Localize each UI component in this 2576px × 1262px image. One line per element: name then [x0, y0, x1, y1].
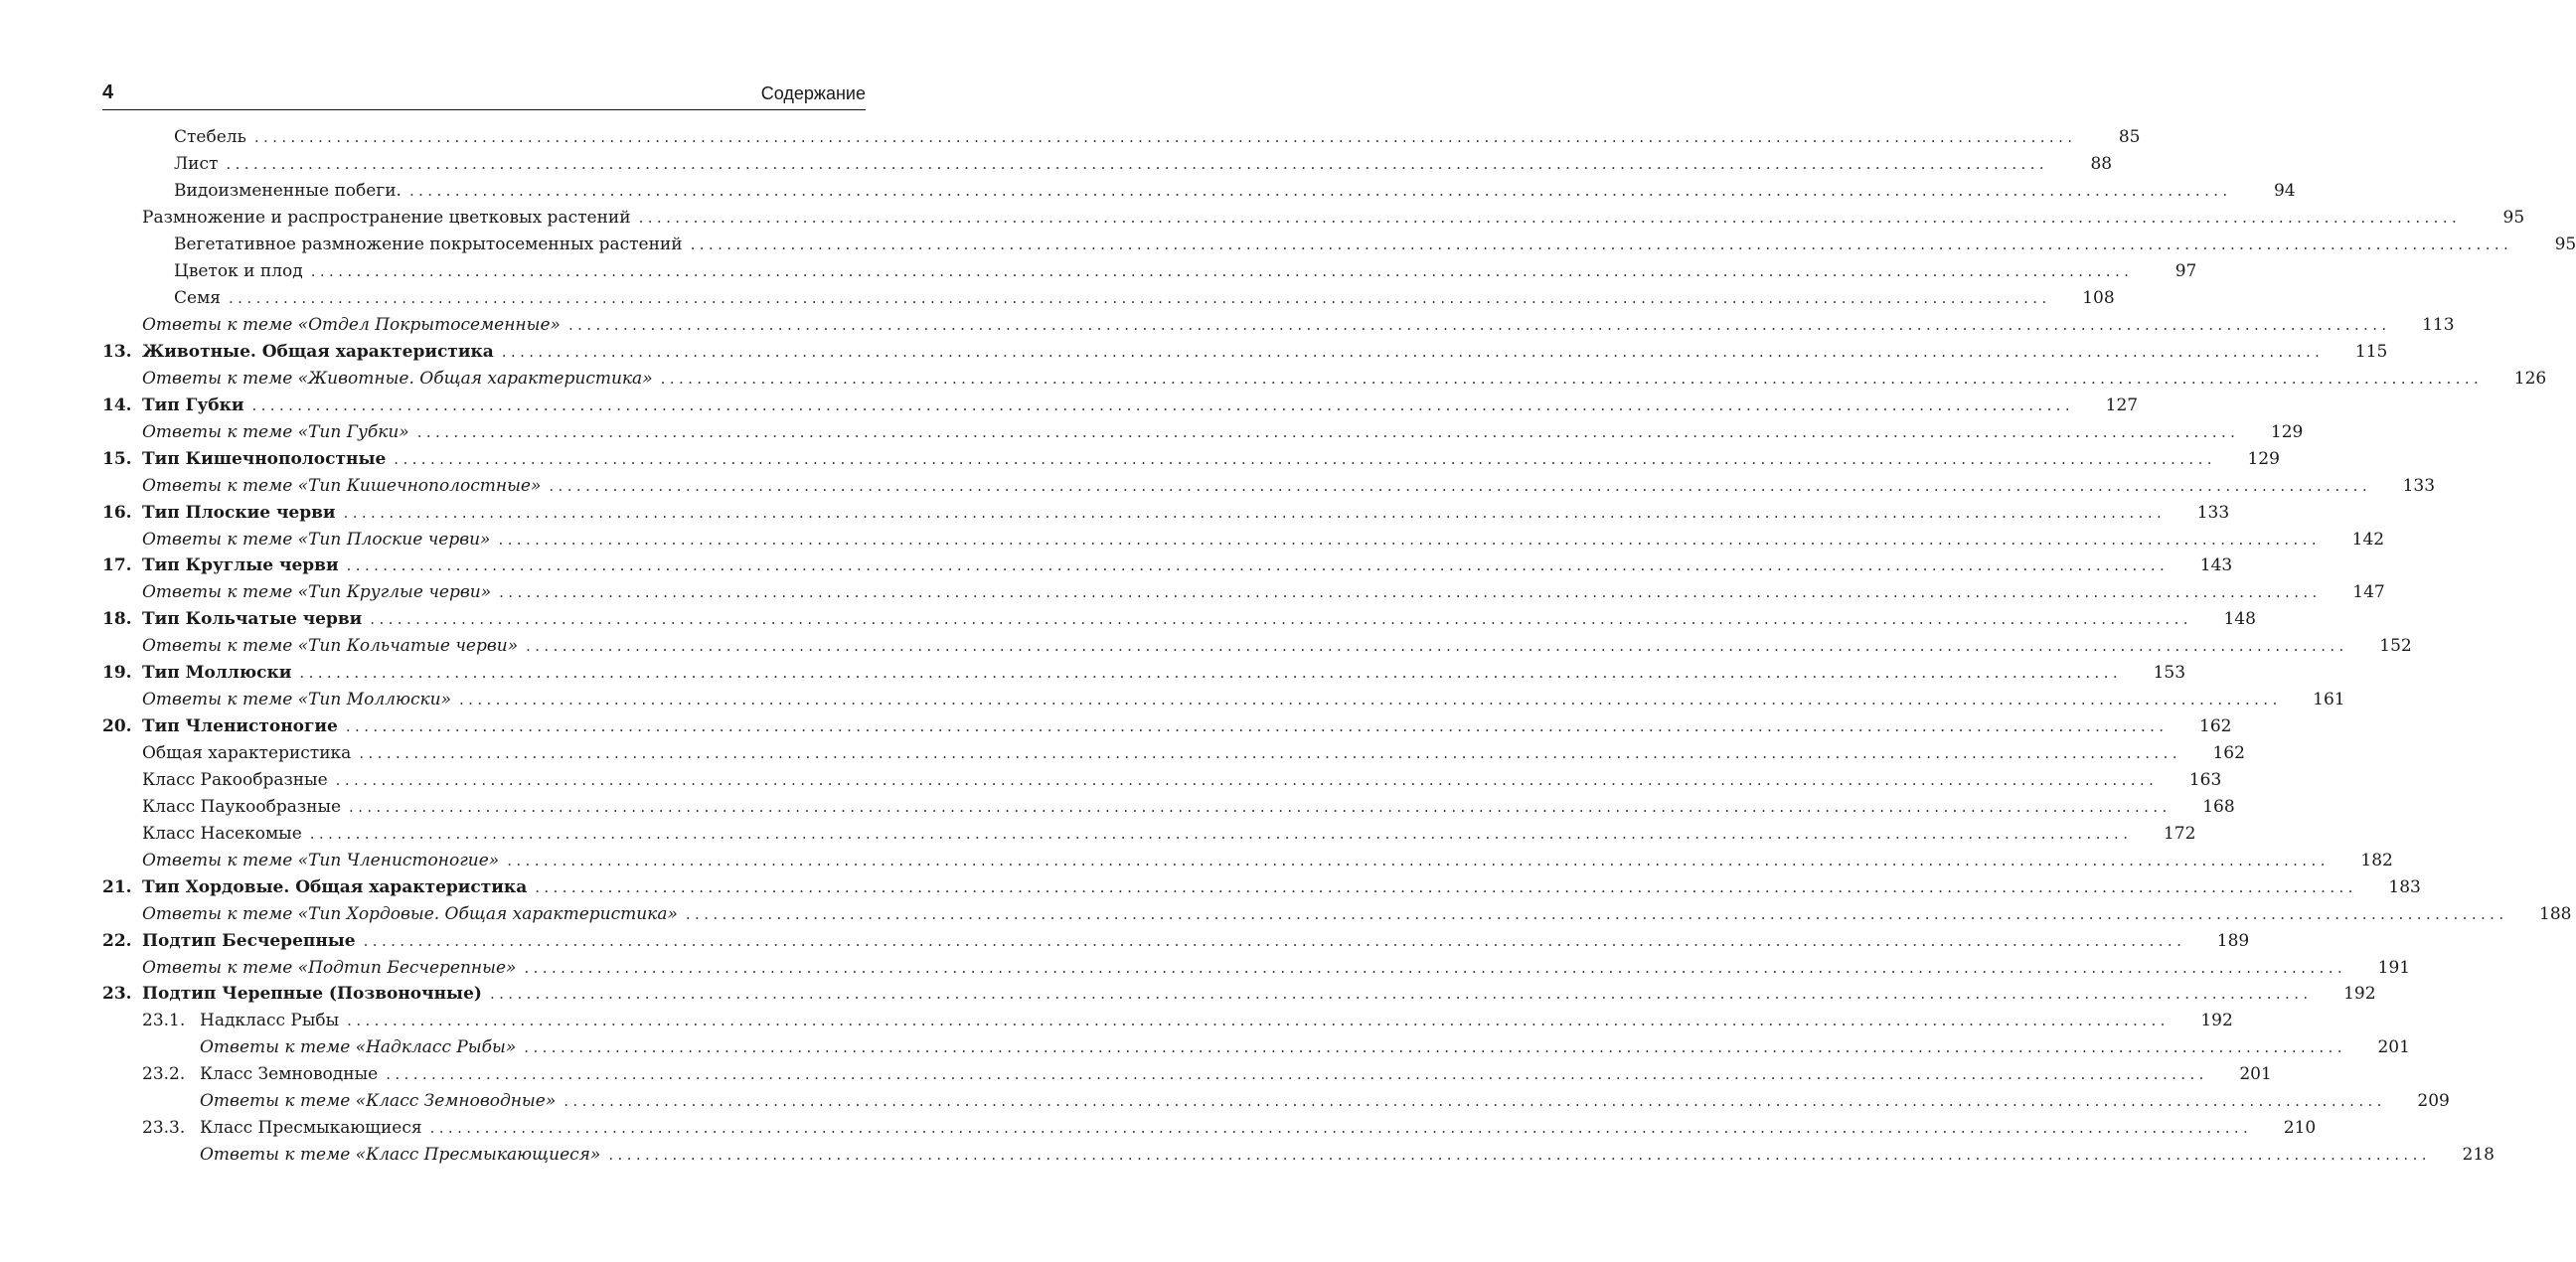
toc-entry-page: 133 [2402, 475, 2436, 496]
toc-entry [102, 178, 2296, 205]
toc-entry-page: 168 [2202, 796, 2235, 817]
toc-entry [102, 981, 2376, 1008]
toc-entry-page: 133 [2196, 502, 2230, 523]
toc-entry-page: 188 [2539, 903, 2572, 924]
toc-entry-page: 183 [2388, 876, 2421, 897]
dot-leader: ........................................................................................................................................................................................................ [253, 128, 2077, 147]
dot-leader: ........................................................................................................................................................................................................ [524, 958, 2347, 977]
dot-leader: ........................................................................................................................................................................................................ [310, 262, 2134, 281]
toc-entry-page: 201 [2377, 1037, 2410, 1058]
toc-entry-title: Ответы к теме «Тип Плоские черви» [142, 529, 491, 550]
toc-entry-number: 17. [102, 555, 132, 576]
dot-leader: ........................................................................................................................................................................................................ [346, 556, 2170, 575]
toc-entry-title: Подтип Бесчерепные [142, 930, 356, 951]
toc-entry-page: 95 [2554, 235, 2576, 255]
toc-entry [102, 445, 2280, 472]
toc-entry [102, 285, 2115, 312]
toc-entry [102, 499, 2230, 526]
toc-entry-page: 153 [2153, 663, 2186, 684]
toc-entry-title: Класс Паукообразные [142, 796, 342, 817]
toc-entry-title: Класс Насекомые [142, 823, 302, 844]
toc-entry [102, 740, 2245, 767]
toc-entry [102, 954, 2411, 981]
dot-leader: ........................................................................................................................................................................................................ [567, 316, 2391, 335]
toc-entry-title: Класс Пресмыкающиеся [200, 1118, 422, 1139]
toc-entry-page: 88 [2090, 154, 2113, 175]
dot-leader: ........................................................................................................................................................................................................ [608, 1146, 2431, 1165]
dot-leader: ........................................................................................................................................................................................................ [638, 209, 2462, 228]
toc-entry-number: 18. [102, 609, 132, 630]
dot-leader: ........................................................................................................................................................................................................ [660, 369, 2484, 388]
toc-entry-title: Класс Земноводные [200, 1064, 379, 1085]
toc-entry [102, 713, 2232, 740]
toc-entry-title: Ответы к теме «Тип Кишечнополостные» [142, 475, 542, 496]
toc-entry-page: 201 [2239, 1064, 2272, 1085]
toc-entry-title: Тип Плоские черви [142, 502, 336, 523]
toc-entry [102, 339, 2388, 366]
dot-leader: ........................................................................................................................................................................................................ [416, 422, 2240, 441]
toc-entry-title: Подтип Черепные (Позвоночные) [142, 984, 482, 1005]
toc-entry-title: Ответы к теме «Тип Членистоногие» [142, 850, 500, 870]
toc-entry [102, 258, 2197, 285]
toc-entry-page: 152 [2379, 636, 2412, 657]
page-header [102, 78, 866, 110]
table-of-contents [102, 124, 2576, 1169]
toc-entry-title: Тип Хордовые. Общая характеристика [142, 876, 528, 897]
toc-entry [102, 552, 2233, 579]
toc-entry [102, 579, 2385, 606]
toc-entry-page: 161 [2313, 690, 2345, 710]
dot-leader: ........................................................................................................................................................................................................ [501, 342, 2325, 361]
dot-leader: ........................................................................................................................................................................................................ [685, 904, 2508, 923]
toc-entry-title: Ответы к теме «Тип Моллюски» [142, 690, 451, 710]
toc-entry-page: 189 [2216, 930, 2250, 951]
toc-entry [102, 1115, 2317, 1142]
dot-leader: ........................................................................................................................................................................................................ [489, 985, 2313, 1004]
dot-leader: ........................................................................................................................................................................................................ [690, 236, 2513, 254]
toc-entry [102, 1061, 2272, 1088]
toc-entry-title: Ответы к теме «Тип Круглые черви» [142, 582, 492, 603]
toc-entry-number: 20. [102, 716, 132, 737]
toc-entry-title: Стебель [174, 127, 246, 148]
toc-entry-number: 13. [102, 341, 132, 362]
dot-leader: ........................................................................................................................................................................................................ [299, 664, 2123, 683]
toc-entry-page: 191 [2377, 957, 2411, 978]
toc-entry-title: Семя [174, 288, 222, 309]
toc-entry-page: 163 [2188, 769, 2222, 790]
toc-entry-number: 23.1. [142, 1011, 186, 1031]
dot-leader: ........................................................................................................................................................................................................ [394, 449, 2216, 468]
toc-entry [102, 472, 2436, 499]
toc-entry-page: 162 [2212, 743, 2245, 764]
toc-entry-title: Ответы к теме «Класс Пресмыкающиеся» [200, 1145, 601, 1166]
toc-entry-title: Ответы к теме «Тип Хордовые. Общая характеристика» [142, 903, 678, 924]
toc-entry-title: Класс Ракообразные [142, 769, 328, 790]
toc-entry-number: 22. [102, 930, 132, 951]
toc-entry [102, 365, 2547, 392]
dot-leader: ........................................................................................................................................................................................................ [549, 476, 2372, 495]
toc-entry [102, 847, 2393, 873]
toc-entry-title: Цветок и плод [174, 261, 303, 282]
dot-leader: ........................................................................................................................................................................................................ [229, 289, 2051, 308]
dot-leader: ........................................................................................................................................................................................................ [408, 182, 2232, 201]
toc-entry-title: Животные. Общая характеристика [142, 341, 494, 362]
toc-entry-number: 23.2. [142, 1064, 186, 1085]
toc-entry-title: Видоизмененные побеги. [174, 181, 402, 202]
toc-entry [102, 633, 2412, 660]
running-title: Содержание [760, 83, 866, 103]
toc-entry-title: Ответы к теме «Животные. Общая характеристика» [142, 368, 653, 389]
toc-entry-page: 162 [2199, 716, 2232, 737]
dot-leader: ........................................................................................................................................................................................................ [370, 610, 2192, 629]
dot-leader: ........................................................................................................................................................................................................ [429, 1119, 2253, 1138]
toc-entry-title: Ответы к теме «Класс Земноводные» [200, 1091, 557, 1112]
toc-entry-page: 129 [2270, 421, 2304, 442]
toc-entry [102, 900, 2572, 927]
dot-leader: ........................................................................................................................................................................................................ [386, 1065, 2208, 1084]
dot-leader: ........................................................................................................................................................................................................ [226, 155, 2049, 174]
toc-entry-number: 21. [102, 876, 132, 897]
toc-entry-page: 192 [2200, 1011, 2233, 1031]
toc-entry-title: Надкласс Рыбы [200, 1011, 340, 1031]
toc-entry [102, 660, 2186, 687]
dot-leader: ........................................................................................................................................................................................................ [343, 503, 2167, 522]
toc-entry-title: Ответы к теме «Подтип Бесчерепные» [142, 957, 517, 978]
dot-leader: ........................................................................................................................................................................................................ [349, 797, 2172, 816]
toc-entry-title: Ответы к теме «Надкласс Рыбы» [200, 1037, 517, 1058]
toc-entry [102, 205, 2525, 232]
toc-entry [102, 687, 2345, 713]
toc-entry [102, 1034, 2410, 1061]
toc-entry-page: 148 [2223, 609, 2256, 630]
dot-leader: ........................................................................................................................................................................................................ [526, 637, 2348, 656]
toc-entry [102, 312, 2455, 339]
toc-entry-number: 19. [102, 663, 132, 684]
toc-entry-title: Ответы к теме «Тип Кольчатые черви» [142, 636, 519, 657]
toc-entry [102, 151, 2113, 178]
dot-leader: ........................................................................................................................................................................................................ [335, 770, 2159, 789]
dot-leader: ........................................................................................................................................................................................................ [498, 530, 2322, 549]
toc-entry-title: Размножение и распространение цветковых растений [142, 208, 631, 229]
toc-entry [102, 392, 2139, 418]
toc-entry [102, 606, 2256, 633]
toc-entry-number: 14. [102, 394, 132, 415]
toc-entry [102, 820, 2196, 847]
dot-leader: ........................................................................................................................................................................................................ [309, 824, 2133, 843]
toc-entry [102, 767, 2222, 794]
toc-entry-page: 94 [2273, 181, 2296, 202]
dot-leader: ........................................................................................................................................................................................................ [564, 1092, 2386, 1111]
toc-entry [102, 124, 2141, 151]
toc-entry-page: 182 [2360, 850, 2393, 870]
toc-entry-page: 129 [2247, 448, 2280, 469]
toc-entry [102, 873, 2421, 900]
toc-entry-title: Тип Губки [142, 394, 244, 415]
toc-entry-page: 192 [2343, 984, 2376, 1005]
dot-leader: ........................................................................................................................................................................................................ [359, 744, 2181, 763]
toc-entry-title: Общая характеристика [142, 743, 352, 764]
toc-entry-title: Тип Круглые черви [142, 555, 339, 576]
toc-entry-page: 172 [2163, 823, 2196, 844]
toc-entry-title: Вегетативное размножение покрытосеменных растений [174, 235, 683, 255]
toc-entry [102, 1008, 2233, 1034]
toc-entry-title: Ответы к теме «Тип Губки» [142, 421, 409, 442]
dot-leader: ........................................................................................................................................................................................................ [251, 395, 2075, 414]
dot-leader: ........................................................................................................................................................................................................ [363, 931, 2186, 950]
toc-entry-number: 23. [102, 984, 132, 1005]
dot-leader: ........................................................................................................................................................................................................ [524, 1038, 2346, 1057]
toc-entry-title: Тип Моллюски [142, 663, 292, 684]
toc-entry [102, 927, 2250, 954]
toc-entry [102, 793, 2235, 820]
toc-entry [102, 232, 2576, 258]
toc-entry-page: 108 [2082, 288, 2115, 309]
dot-leader: ........................................................................................................................................................................................................ [507, 851, 2330, 869]
toc-entry-page: 142 [2351, 529, 2385, 550]
toc-entry-page: 126 [2513, 368, 2547, 389]
toc-entry-page: 115 [2354, 341, 2388, 362]
toc-entry-page: 113 [2422, 315, 2455, 336]
toc-entry-page: 209 [2417, 1091, 2450, 1112]
toc-entry-title: Тип Членистоногие [142, 716, 338, 737]
toc-entry [102, 1088, 2450, 1115]
toc-entry-page: 147 [2352, 582, 2385, 603]
toc-entry-page: 210 [2283, 1118, 2317, 1139]
toc-entry [102, 1142, 2495, 1169]
toc-entry-number: 23.3. [142, 1118, 186, 1139]
toc-entry-title: Тип Кольчатые черви [142, 609, 363, 630]
dot-leader: ........................................................................................................................................................................................................ [499, 583, 2322, 602]
dot-leader: ........................................................................................................................................................................................................ [347, 1012, 2170, 1030]
dot-leader: ........................................................................................................................................................................................................ [459, 691, 2282, 710]
dot-leader: ........................................................................................................................................................................................................ [535, 877, 2357, 896]
page-number: 4 [102, 81, 114, 103]
toc-entry-page: 95 [2502, 208, 2525, 229]
toc-entry [102, 418, 2304, 445]
toc-entry-page: 97 [2174, 261, 2197, 282]
toc-entry-number: 15. [102, 448, 132, 469]
dot-leader: ........................................................................................................................................................................................................ [345, 717, 2169, 736]
toc-entry-page: 143 [2199, 555, 2233, 576]
toc-entry [102, 526, 2385, 552]
toc-entry-page: 127 [2105, 394, 2139, 415]
toc-entry-page: 218 [2462, 1145, 2495, 1166]
toc-entry-title: Лист [174, 154, 219, 175]
toc-entry-title: Ответы к теме «Отдел Покрытосеменные» [142, 315, 561, 336]
toc-entry-title: Тип Кишечнополостные [142, 448, 387, 469]
toc-entry-number: 16. [102, 502, 132, 523]
toc-entry-page: 85 [2118, 127, 2141, 148]
